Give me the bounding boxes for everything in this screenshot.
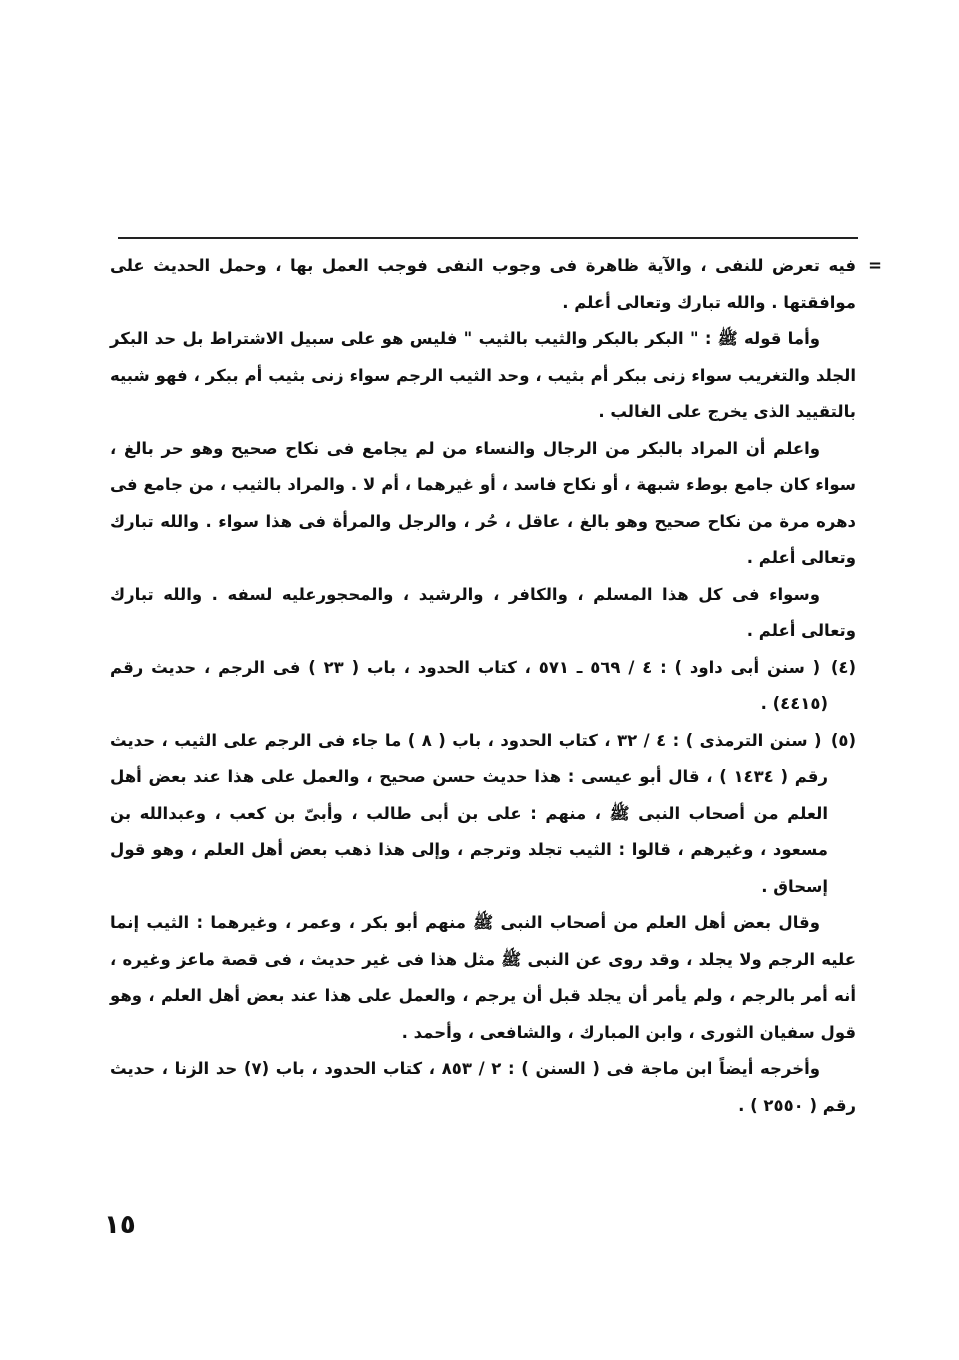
- continued-paragraph: [110, 248, 882, 321]
- footnote-text: ( سنن الترمذى ) : ٤ / ٣٢ ، كتاب الحدود ، باب ( ٨ ) ما جاء فى الرجم على الثيب ، حديث رقم ( ١٤٣٤ ) ، قال أبو عيسى : هذا حديث حسن صحيح ، والعمل على هذا عند بعض أهل العلم من أصحاب النبى ﷺ ، منهم : على بن أبى طالب ، وأبىّ بن كعب ، وعبدالله بن مسعود ، وغيرهم ، قالوا : الثيب تجلد وترجم ، وإلى هذا ذهب بعض أهل العلم ، وهو قول إسحاق .: [110, 730, 828, 896]
- continuation-mark: =: [868, 256, 882, 275]
- paragraph-text: فيه تعرض للنفى ، والآية ظاهرة فى وجوب النفى فوجب العمل بها ، وحمل الحديث على موافقتها . والله تبارك وتعالى أعلم .: [110, 256, 856, 312]
- footnote-text: ( سنن أبى داود ) : ٤ / ٥٦٩ ـ ٥٧١ ، كتاب الحدود ، باب ( ٢٣ ) فى الرجم ، حديث رقم (٤٤١٥) .: [110, 657, 828, 713]
- footnote-paragraph: وقال بعض أهل العلم من أصحاب النبى ﷺ منهم أبو بكر ، وعمر ، وغيرهما : الثيب إنما عليه الرجم ولا يجلد ، وقد روى عن النبى ﷺ مثل هذا فى غير حديث ، فى قصة ماعز وغيره ، أنه أمر بالرجم ، ولم يأمر أن يجلد قبل أن يرجم ، والعمل على هذا عند بعض أهل العلم ، وهو قول سفيان الثورى ، وابن المبارك ، والشافعى ، وأحمد .: [110, 913, 856, 1042]
- page-number: ١٥: [104, 1210, 136, 1240]
- paragraph: وسواء فى كل هذا المسلم ، والكافر ، والرشيد ، والمحجورعليه لسفه . والله تبارك وتعالى أعلم .: [110, 584, 856, 640]
- page-body: [110, 248, 882, 1124]
- footnote-label: (٥): [830, 730, 856, 750]
- header-divider-line: [118, 237, 858, 239]
- footnote-paragraph: وأخرجه أيضاً ابن ماجة فى ( السنن ) : ٢ / ٨٥٣ ، كتاب الحدود ، باب (٧) حد الزنا ، حديث رقم ( ٢٥٥٠ ) .: [110, 1059, 856, 1115]
- footnote-4: [110, 650, 856, 723]
- paragraph: وأما قوله ﷺ : " البكر بالبكر والثيب بالثيب " فليس هو على سبيل الاشتراط بل حد البكر الجلد والتغريب سواء زنى ببكر أم بثيب ، وحد الثيب الرجم سواء زنى بثيب أم ببكر ، فهو شبيه بالتقييد الذى يخرج على الغالب .: [110, 329, 856, 421]
- footnote-label: (٤): [830, 657, 857, 677]
- paragraph: واعلم أن المراد بالبكر من الرجال والنساء من لم يجامع فى نكاح صحيح وهو حر بالغ ، سواء كان جامع بوطء شبهة ، أو نكاح فاسد ، أو غيرهما ، أم لا . والمراد بالثيب ، من جامع فى دهره مرة من نكاح صحيح وهو بالغ ، عاقل ، حُر ، والرجل والمرأة فى هذا سواء . والله تبارك وتعالى أعلم .: [110, 438, 856, 567]
- footnote-5: [110, 723, 856, 906]
